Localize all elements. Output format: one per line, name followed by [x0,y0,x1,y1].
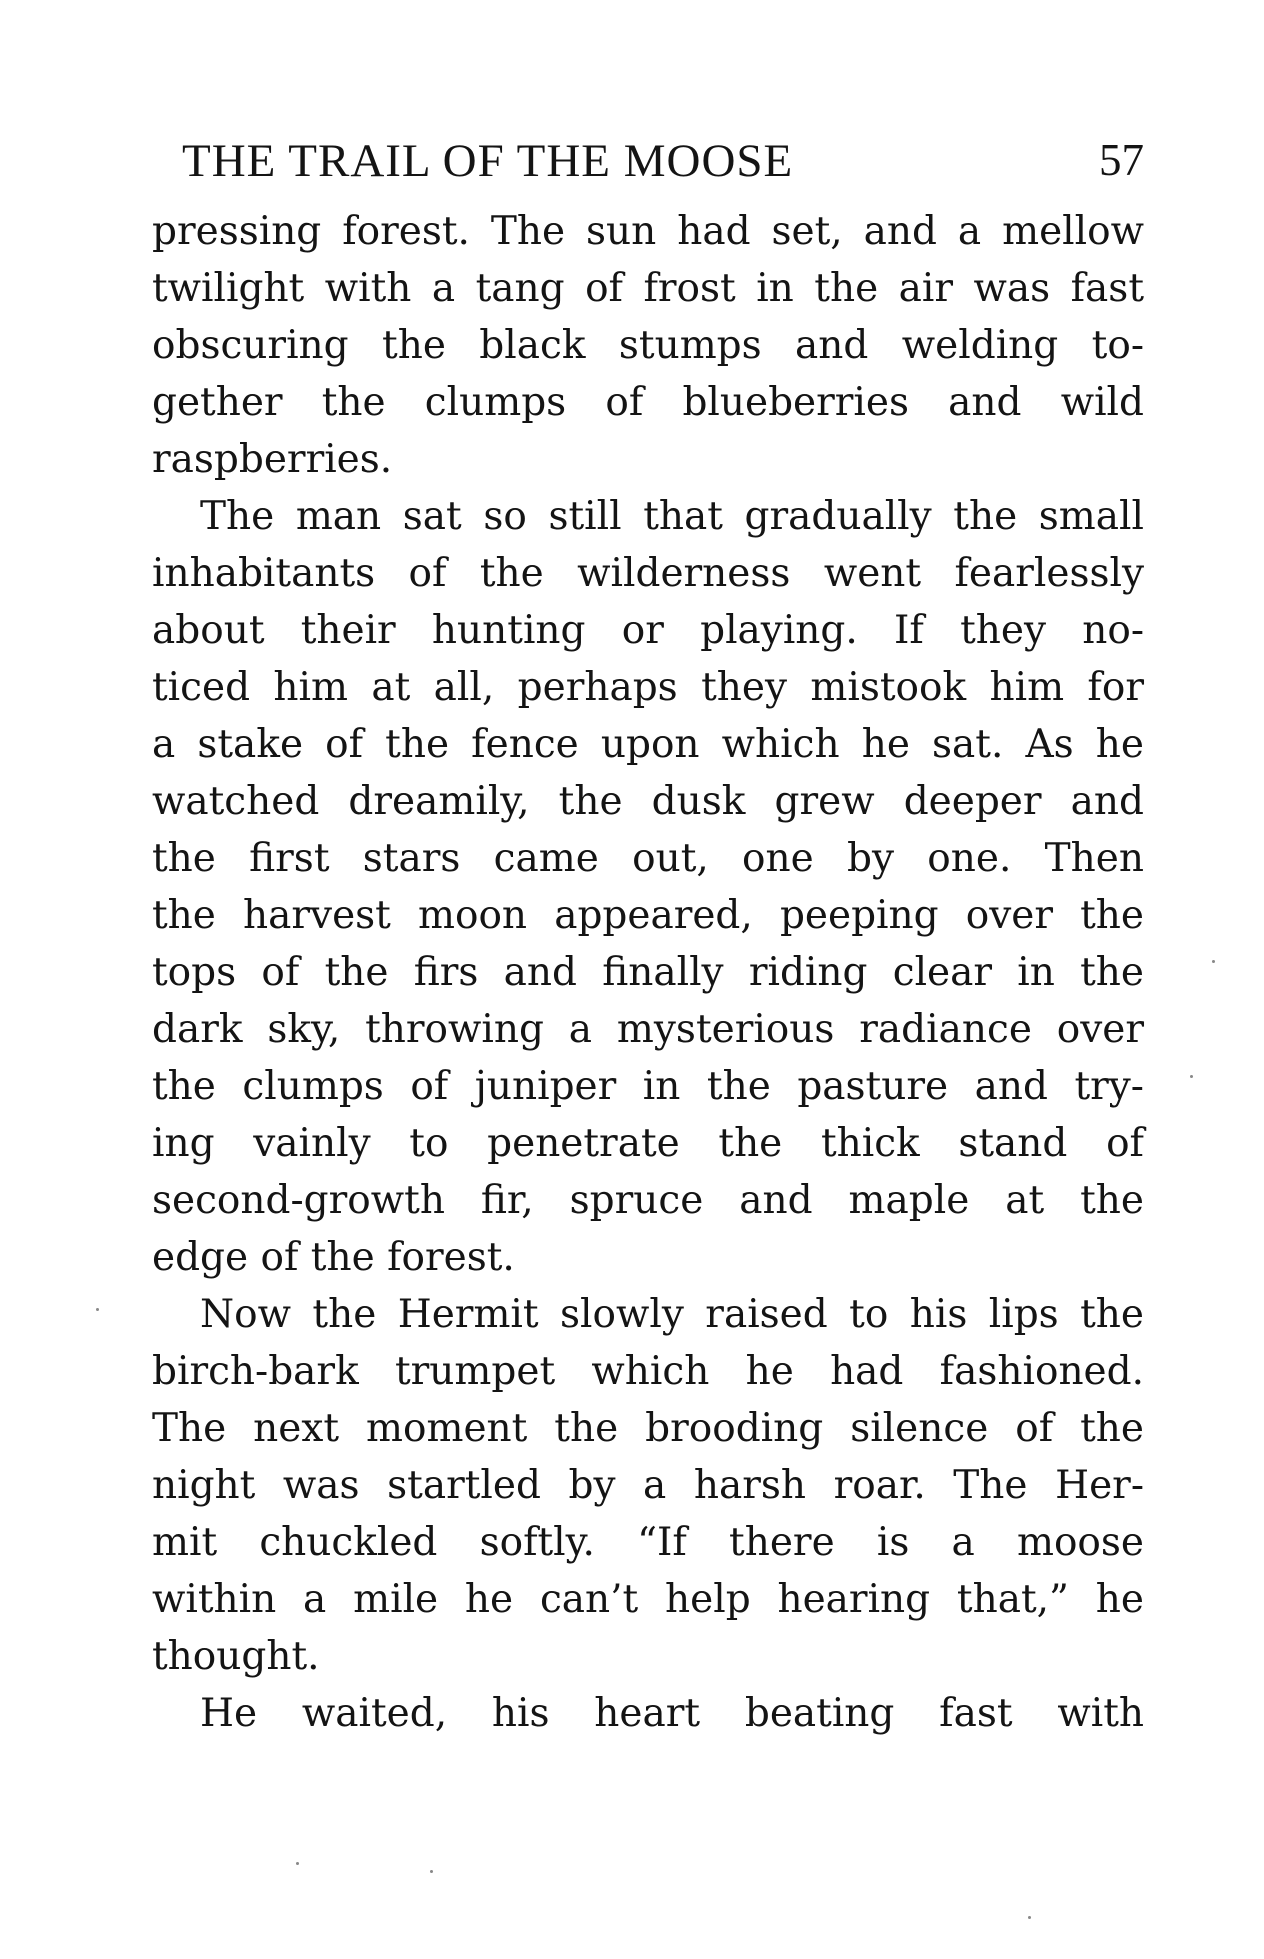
paragraph [152,1685,1144,1742]
scan-speck [1190,1075,1193,1078]
paragraph [152,488,1144,1286]
paragraph [152,203,1144,488]
text-line: pressing forest. The sun had set, and a mellow [152,209,1144,254]
text-line: dark sky, throwing a mysterious radiance over [152,1007,1144,1052]
text-line: the first stars came out, one by one. Then [152,836,1144,881]
scan-speck [296,1862,299,1865]
text-line: gether the clumps of blueberries and wild [152,380,1144,425]
body-text [152,203,1144,1742]
text-line: The next moment the brooding silence of the [152,1406,1144,1451]
text-line: ing vainly to penetrate the thick stand of [152,1121,1144,1166]
text-line: raspberries. [152,437,393,482]
text-line: watched dreamily, the dusk grew deeper and [152,779,1144,824]
text-line: second-growth fir, spruce and maple at the [152,1178,1144,1223]
text-line: thought. [152,1634,320,1679]
text-line: ticed him at all, perhaps they mistook him for [152,665,1144,710]
text-line: tops of the firs and finally riding clear in the [152,950,1144,995]
scan-speck [430,1870,433,1873]
text-line: about their hunting or playing. If they no- [152,608,1144,653]
scan-speck [1212,960,1215,963]
page-number: 57 [1099,135,1144,185]
text-line: He waited, his heart beating fast with [200,1691,1144,1736]
text-line: the harvest moon appeared, peeping over the [152,893,1144,938]
text-line: The man sat so still that gradually the small [200,494,1144,539]
text-line: mit chuckled softly. “If there is a moose [152,1520,1144,1565]
paragraph [152,1286,1144,1685]
scan-speck [96,1308,99,1311]
text-line: the clumps of juniper in the pasture and try- [152,1064,1144,1109]
text-line: Now the Hermit slowly raised to his lips the [200,1292,1144,1337]
text-line: a stake of the fence upon which he sat. As he [152,722,1144,767]
text-line: edge of the forest. [152,1235,515,1280]
text-line: inhabitants of the wilderness went fearlessly [152,551,1144,596]
page-header [152,134,1144,194]
text-line: obscuring the black stumps and welding to- [152,323,1144,368]
text-line: within a mile he can’t help hearing that,” he [152,1577,1144,1622]
text-line: night was startled by a harsh roar. The Her- [152,1463,1144,1508]
running-title: THE TRAIL OF THE MOOSE [182,135,794,187]
text-line: twilight with a tang of frost in the air was fast [152,266,1144,311]
scan-speck [1028,1916,1031,1919]
text-line: birch-bark trumpet which he had fashioned. [152,1349,1144,1394]
